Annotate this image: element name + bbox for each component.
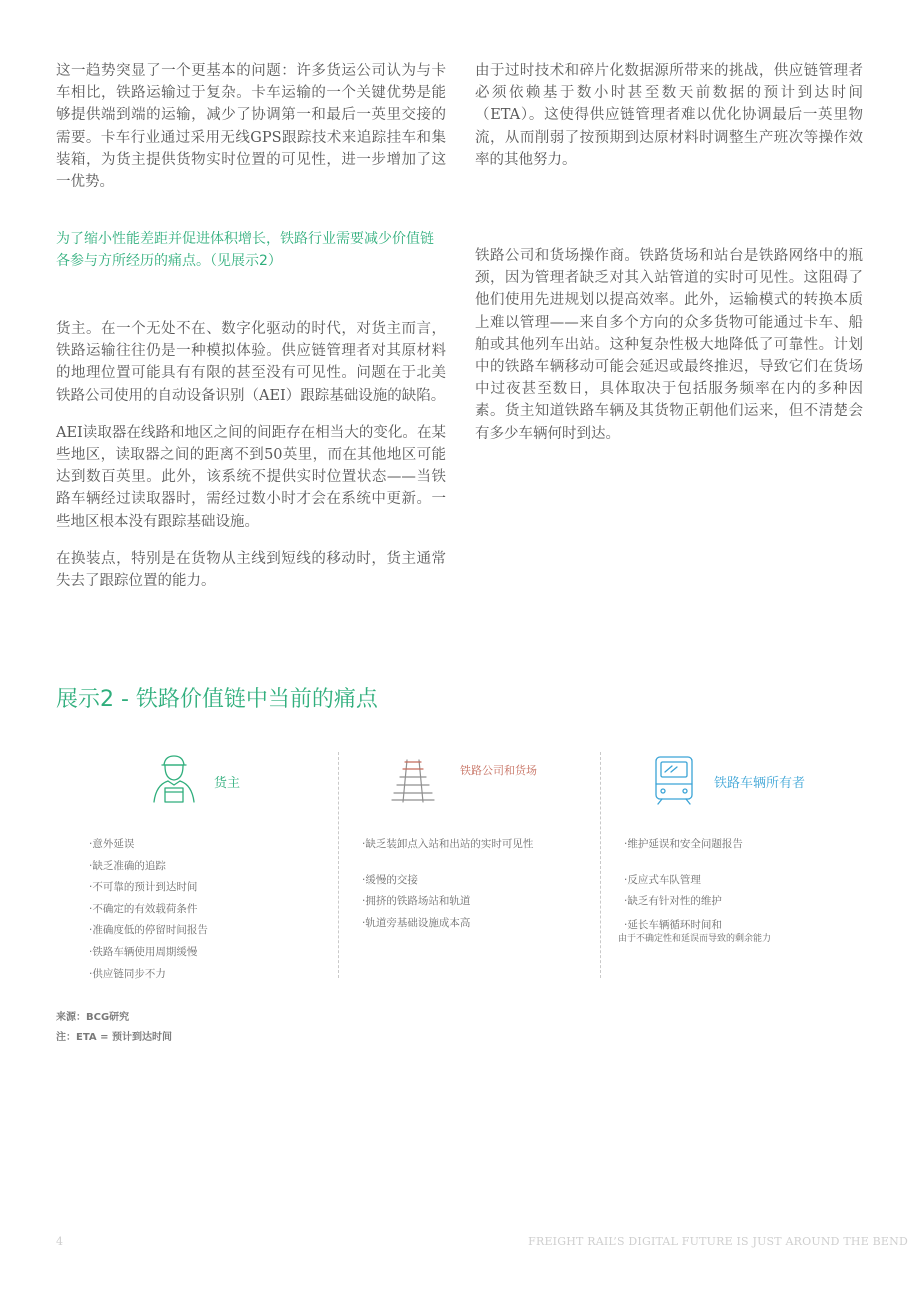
pain-point-list [618,834,772,945]
railcar-icon [652,754,696,806]
exhibit-notes [56,1008,172,1048]
body-paragraph: 这一趋势突显了一个更基本的问题：许多货运公司认为与卡车相比，铁路运输过于复杂。卡车运输的一个关键优势是能够提供端到端的运输，减少了协调第一和最后一英里交接的需要。卡车行业通过采用无线GPS跟踪技术来追踪挂车和集装箱，为货主提供货物实时位置的可见性，进一步增加了这一优势。 [56,63,446,191]
source-note: 来源：BCG研究 [56,1012,130,1023]
list-item: ·铁路车辆使用周期缓慢 [89,945,198,958]
list-item: ·供应链同步不力 [89,967,166,980]
right-column [475,60,863,186]
body-paragraph: 铁路公司和货场操作商。铁路货场和站台是铁路网络中的瓶颈，因为管理者缺乏对其入站管道的实时可见性。这阻碍了他们使用先进规划以提高效率。此外，运输模式的转换本质上难以管理——来自多个方向的众多货物可能通过卡车、船舶或其他列车出站。这种复杂性极大地降低了可靠性。计划中的铁路车辆移动可能会延迟或最终推迟，导致它们在货场中过夜甚至数日，具体取决于包括服务频率在内的多种因素。货主知道铁路车辆及其货物正朝他们运来，但不清楚会有多少车辆何时到达。 [475,248,863,442]
page-number: 4 [56,1235,63,1248]
footnote: 注：ETA = 预计到达时间 [56,1032,172,1043]
column-label-shippers: 货主 [214,776,241,791]
body-paragraph: 在换装点，特别是在货物从主线到短线的移动时，货主通常失去了跟踪位置的能力。 [56,550,446,590]
body-paragraph: 由于过时技术和碎片化数据源所带来的挑战，供应链管理者必须依赖基于数小时甚至数天前数据的预计到达时间（ETA）。这使得供应链管理者难以优化协调最后一英里物流，从而削弱了按预期到达原材料时调整生产班次等操作效率的其他努力。 [475,63,863,168]
list-item: ·准确度低的停留时间报告 [89,924,208,937]
left-column [56,60,446,208]
list-item: ·轨道旁基础设施成本高 [362,916,471,929]
list-item: ·缺乏准确的追踪 [89,859,166,872]
list-item-continuation: 由于不确定性和延误而导致的剩余能力 [618,933,772,944]
left-column-lower [56,318,446,607]
column-label-railcar-owners: 铁路车辆所有者 [714,776,806,791]
list-item: ·拥挤的铁路场站和轨道 [362,895,471,908]
list-item: ·不可靠的预计到达时间 [89,881,198,894]
list-item: ·不确定的有效载荷条件 [89,902,198,915]
body-paragraph: AEI读取器在线路和地区之间的间距存在相当大的变化。在某些地区，读取器之间的距离不到50英里，而在其他地区可能达到数百英里。此外，该系统不提供实时位置状态——当铁路车辆经过读取器时，需经过数小时才会在系统中更新。一些地区根本没有跟踪基础设施。 [56,424,446,530]
list-item: ·维护延误和安全问题报告 [624,838,743,850]
rail-track-icon [390,754,436,804]
list-item: ·意外延误 [89,838,135,850]
list-item: ·延长车辆循环时间和 由于不确定性和延误而导致的剩余能力 [618,918,772,944]
pull-quote: 为了缩小性能差距并促进体积增长，铁路行业需要减少价值链各参与方所经历的痛点。（见展示2） [56,231,434,269]
exhibit-title: 展示2 - 铁路价值链中当前的痛点 [56,687,378,712]
shipper-person-icon [146,752,202,806]
running-title: FREIGHT RAIL’S DIGITAL FUTURE IS JUST AROUND THE BEND [528,1235,908,1248]
pain-point-list [362,834,533,934]
list-item: ·反应式车队管理 [624,873,701,886]
body-paragraph: 货主。在一个无处不在、数字化驱动的时代，对货主而言，铁路运输往往仍是一种模拟体验。供应链管理者对其原材料的地理位置可能具有有限的甚至没有可见性。问题在于北美铁路公司使用的自动设备识别（AEI）跟踪基础设施的缺陷。 [56,321,446,404]
right-column-lower [475,245,863,460]
list-item: ·缺乏有针对性的维护 [624,895,722,908]
list-item: ·缺乏装卸点入站和出站的实时可见性 [362,838,534,850]
column-divider [600,752,601,978]
column-divider [338,752,339,978]
column-label-railroads: 铁路公司和货场 [460,764,537,777]
list-item: ·缓慢的交接 [362,873,418,886]
pain-point-list [89,834,208,985]
